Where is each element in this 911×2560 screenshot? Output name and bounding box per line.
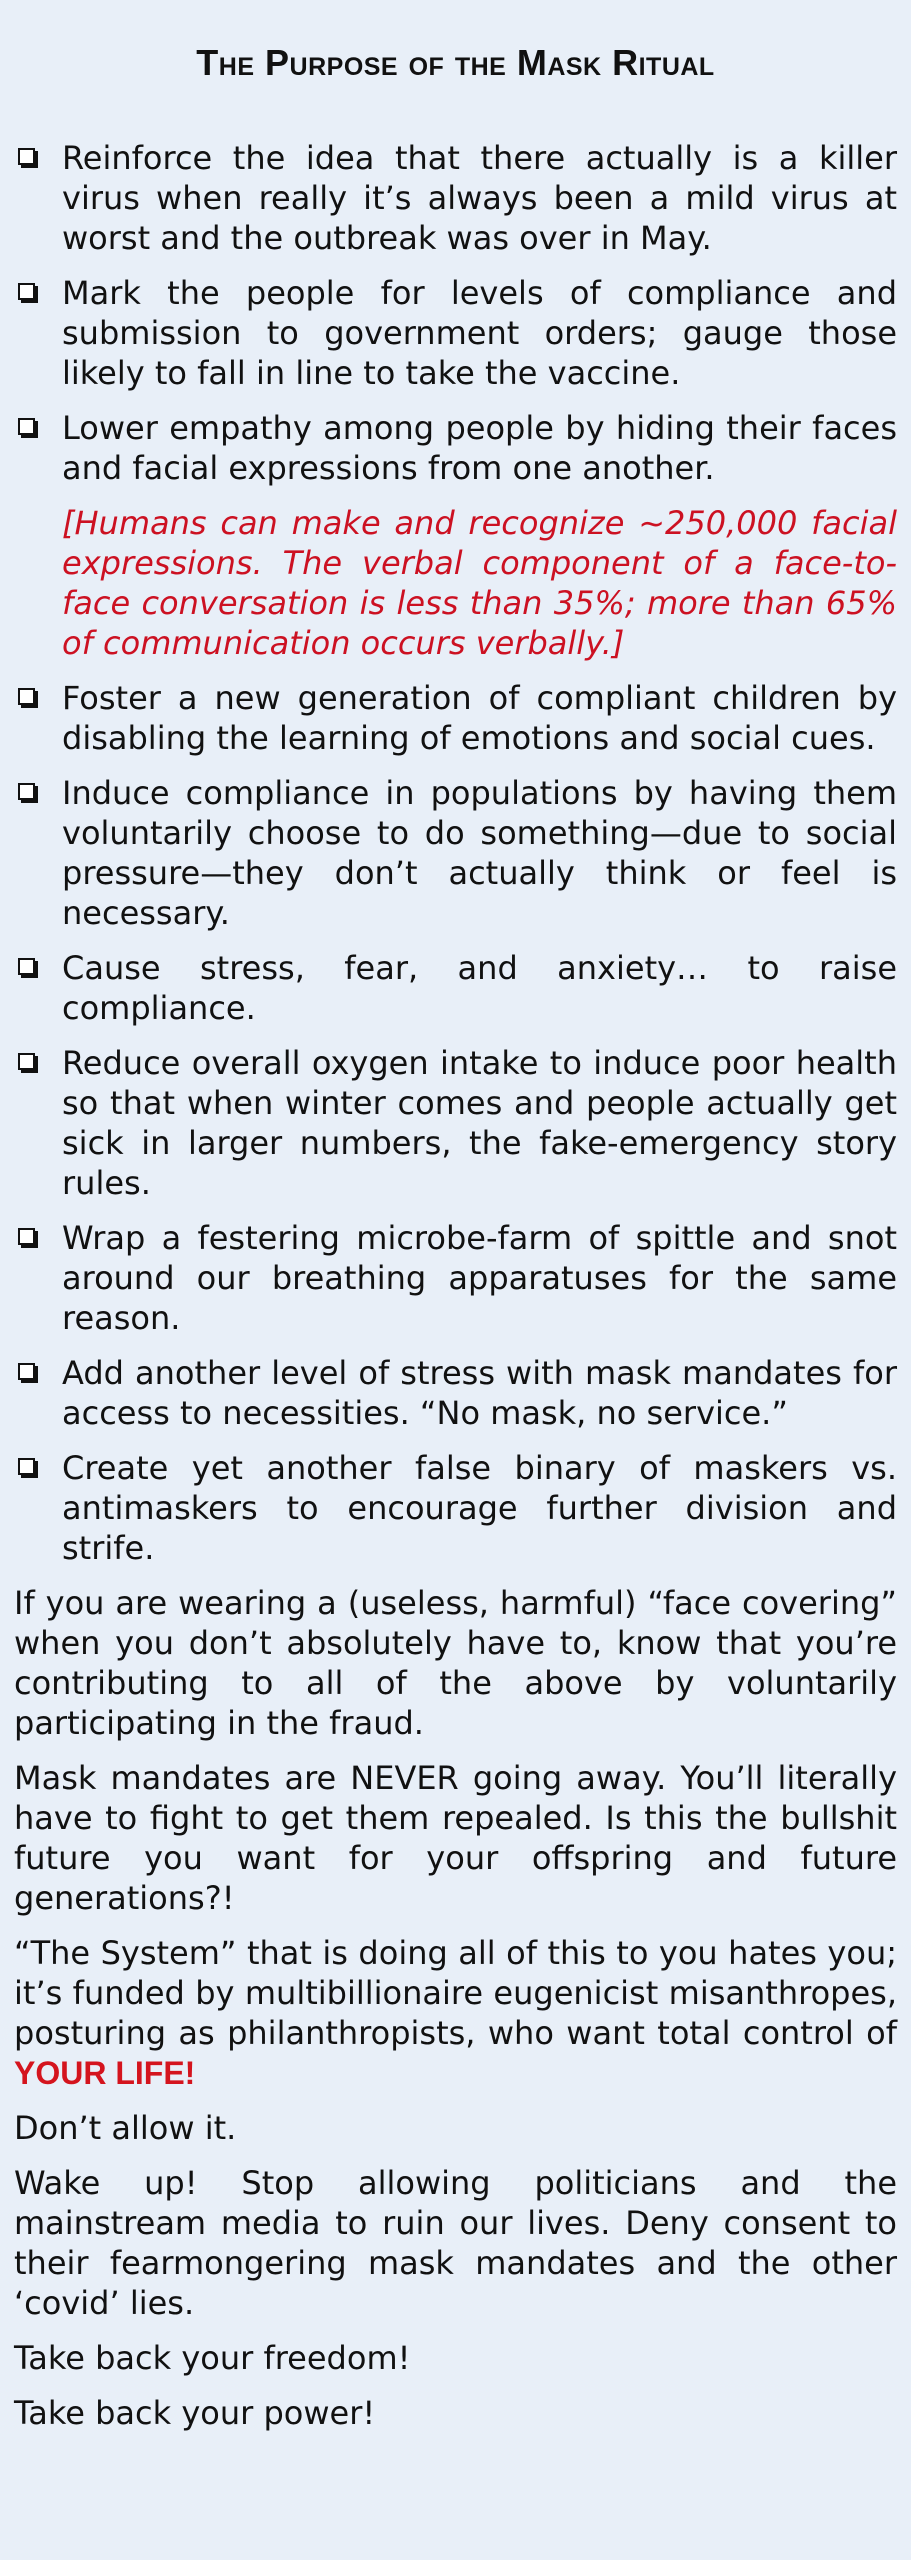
closing-line: Don’t allow it. xyxy=(14,2109,237,2147)
list-item xyxy=(14,773,897,933)
page-title: The Purpose of the Mask Ritual xyxy=(196,42,715,83)
list-item-text: Mark the people for levels of compliance and submission to government orders; gauge those likely to fall in line to take the vaccine. xyxy=(62,274,897,392)
list-item xyxy=(14,138,897,258)
checkbox-icon xyxy=(18,1053,35,1070)
checkbox-icon xyxy=(18,783,35,800)
list-item-text: Create yet another false binary of maskers vs. antimaskers to encourage further division and strife. xyxy=(62,1449,897,1567)
list-item xyxy=(14,408,897,488)
system-paragraph xyxy=(14,1933,897,2093)
closing-line: Take back your freedom! xyxy=(14,2339,411,2377)
list-item xyxy=(14,1448,897,1568)
list-item xyxy=(14,1353,897,1433)
closing-line: Take back your power! xyxy=(14,2394,376,2432)
list-item-text: Cause stress, fear, and anxiety… to raise compliance. xyxy=(62,949,897,1027)
facial-expression-note: [Humans can make and recognize ~250,000 facial expressions. The verbal component of a face-to-face conversation is less than 35%; more than 65% of communication occurs verbally.] xyxy=(62,504,897,662)
checkbox-icon xyxy=(18,1458,35,1475)
your-life-emphasis: YOUR LIFE! xyxy=(14,2055,196,2091)
list-item-text: Add another level of stress with mask mandates for access to necessities. “No mask, no service.” xyxy=(62,1354,897,1432)
checkbox-icon xyxy=(18,1363,35,1380)
list-item xyxy=(14,1218,897,1338)
checkbox-icon xyxy=(18,148,35,165)
list-item-text: Reduce overall oxygen intake to induce poor health so that when winter comes and people actually get sick in larger numbers, the fake-emergency story rules. xyxy=(62,1044,897,1202)
list-item-text: Induce compliance in populations by having them voluntarily choose to do something—due to social pressure—they don’t actually think or feel is necessary. xyxy=(62,774,897,932)
purpose-list xyxy=(14,138,897,1568)
body-paragraph: If you are wearing a (useless, harmful) “face covering” when you don’t absolutely have to, know that you’re contributing to all of the above by voluntarily participating in the fraud. xyxy=(14,1584,897,1742)
list-item-text: Foster a new generation of compliant children by disabling the learning of emotions and social cues. xyxy=(62,679,897,757)
body-paragraph: Mask mandates are NEVER going away. You’ll literally have to fight to get them repealed. Is this the bullshit future you want for your offspring and future generations?! xyxy=(14,1759,897,1917)
checkbox-icon xyxy=(18,283,35,300)
list-item xyxy=(14,273,897,393)
list-item xyxy=(14,948,897,1028)
checkbox-icon xyxy=(18,418,35,435)
list-item-text: Wrap a festering microbe-farm of spittle and snot around our breathing apparatuses for the same reason. xyxy=(62,1219,897,1337)
closing-paragraph: Wake up! Stop allowing politicians and the mainstream media to ruin our lives. Deny consent to their fearmongering mask mandates and the other ‘covid’ lies. xyxy=(14,2164,897,2322)
list-item-text: Lower empathy among people by hiding their faces and facial expressions from one another. xyxy=(62,409,897,487)
list-item xyxy=(14,678,897,758)
system-paragraph-text: “The System” that is doing all of this to you hates you; it’s funded by multibillionaire eugenicist misanthropes, posturing as philanthropists, who want total control of xyxy=(14,1934,897,2052)
checkbox-icon xyxy=(18,688,35,705)
list-item xyxy=(14,1043,897,1203)
checkbox-icon xyxy=(18,958,35,975)
checkbox-icon xyxy=(18,1228,35,1245)
list-item-text: Reinforce the idea that there actually is a killer virus when really it’s always been a mild virus at worst and the outbreak was over in May. xyxy=(62,139,897,257)
